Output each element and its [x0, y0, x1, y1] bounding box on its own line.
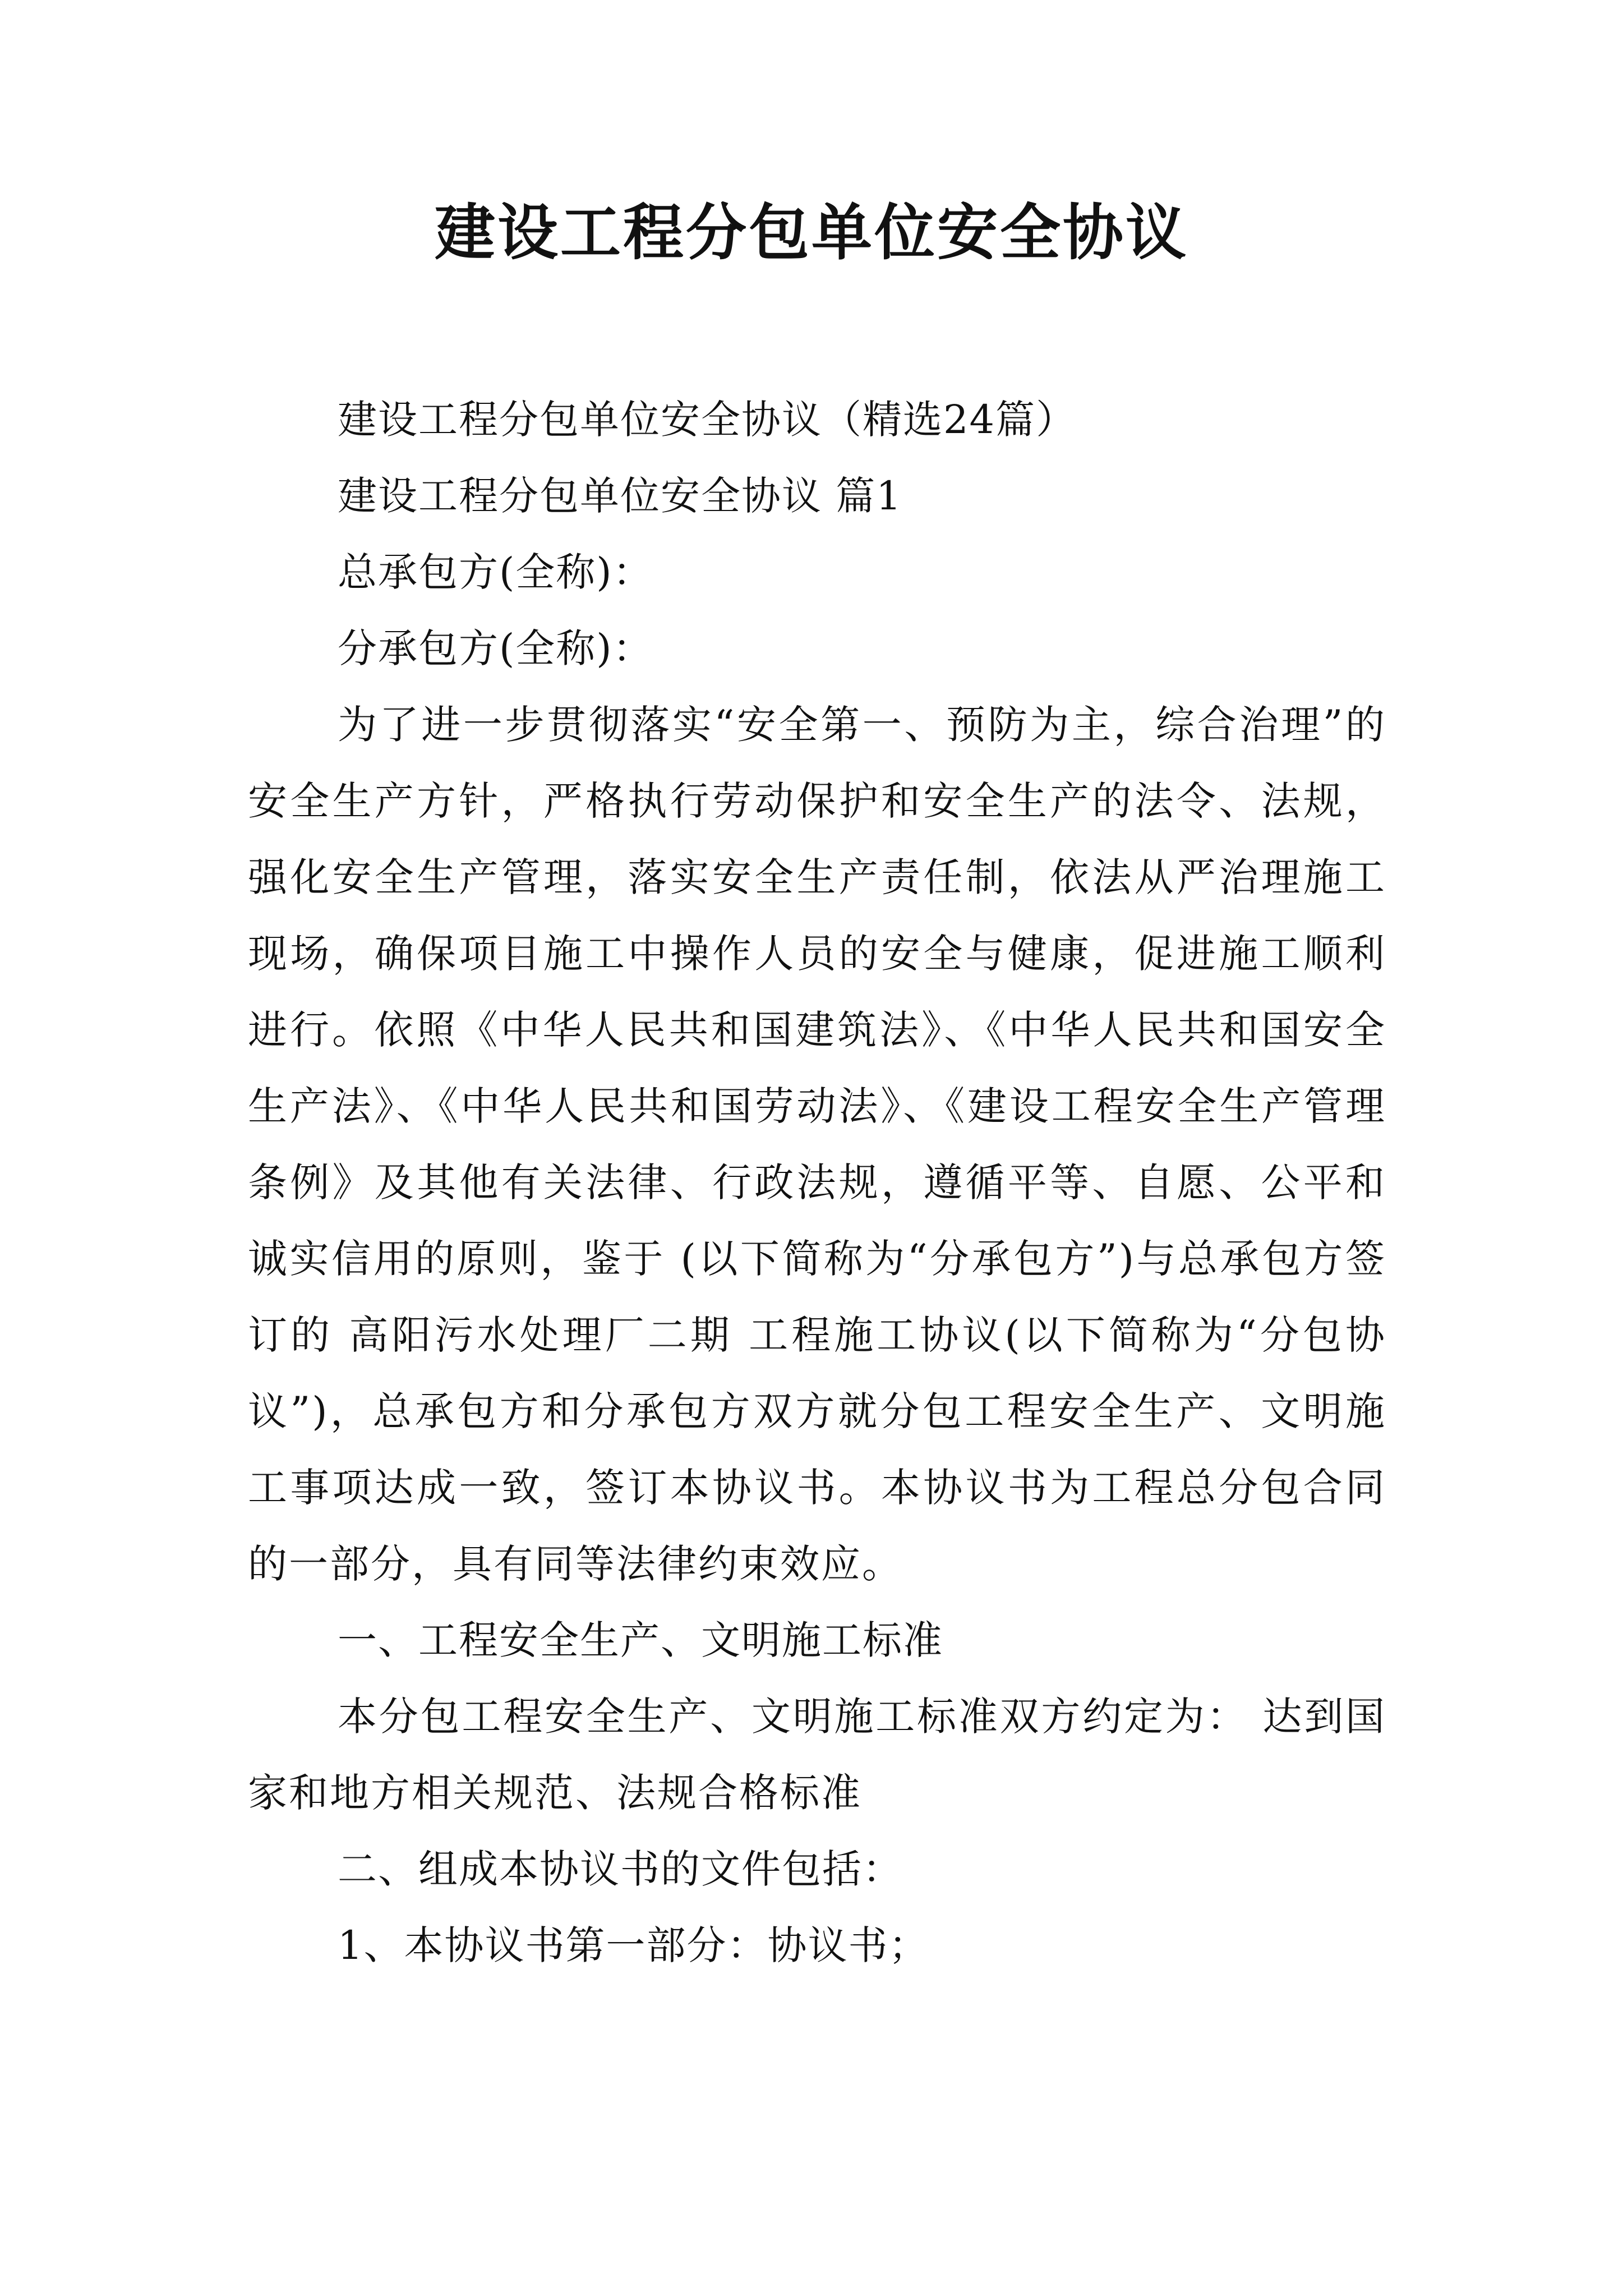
- paragraph-section-heading: 建设工程分包单位安全协议 篇1: [338, 473, 902, 519]
- paragraph-preamble: 为了进一步贯彻落实“安全第一、预防为主，综合治理”的安全生产方针，严格执行劳动保护和安全生产的法令、法规，强化安全生产管理，落实安全生产责任制，依法从严治理施工现场，确保项目施工中操作人员的安全与健康，促进施工顺利进行。依照《中华人民共和国建筑法》、《中华人民共和国安全生产法》、《中华人民共和国劳动法》、《建设工程安全生产管理条例》及其他有关法律、行政法规，遵循平等、自愿、公平和诚实信用的原则，鉴于 (以下简称为“分承包方”)与总承包方签订的 高阳污水处理厂二期 工程施工协议(以下简称为“分包协议”)，总承包方和分承包方双方就分包工程安全生产、文明施工事项达成一致，签订本协议书。本协议书为工程总分包合同的一部分，具有同等法律约束效应。: [248, 702, 1386, 1587]
- paragraph-heading-standards: 一、工程安全生产、文明施工标准: [338, 1617, 943, 1663]
- paragraph-standards: 本分包工程安全生产、文明施工标准双方约定为： 达到国家和地方相关规范、法规合格标准: [248, 1694, 1386, 1816]
- document-title: 建设工程分包单位安全协议: [434, 197, 1188, 268]
- paragraph-heading-documents: 二、组成本协议书的文件包括：: [338, 1846, 903, 1892]
- paragraph-subcontractor: 分承包方(全称)：: [338, 625, 653, 671]
- paragraph-document-item-1: 1、本协议书第一部分：协议书；: [338, 1922, 929, 1968]
- document-body: [248, 381, 1386, 1984]
- paragraph-subtitle: 建设工程分包单位安全协议（精选24篇）: [338, 397, 1077, 443]
- paragraph-general-contractor: 总承包方(全称)：: [338, 549, 653, 595]
